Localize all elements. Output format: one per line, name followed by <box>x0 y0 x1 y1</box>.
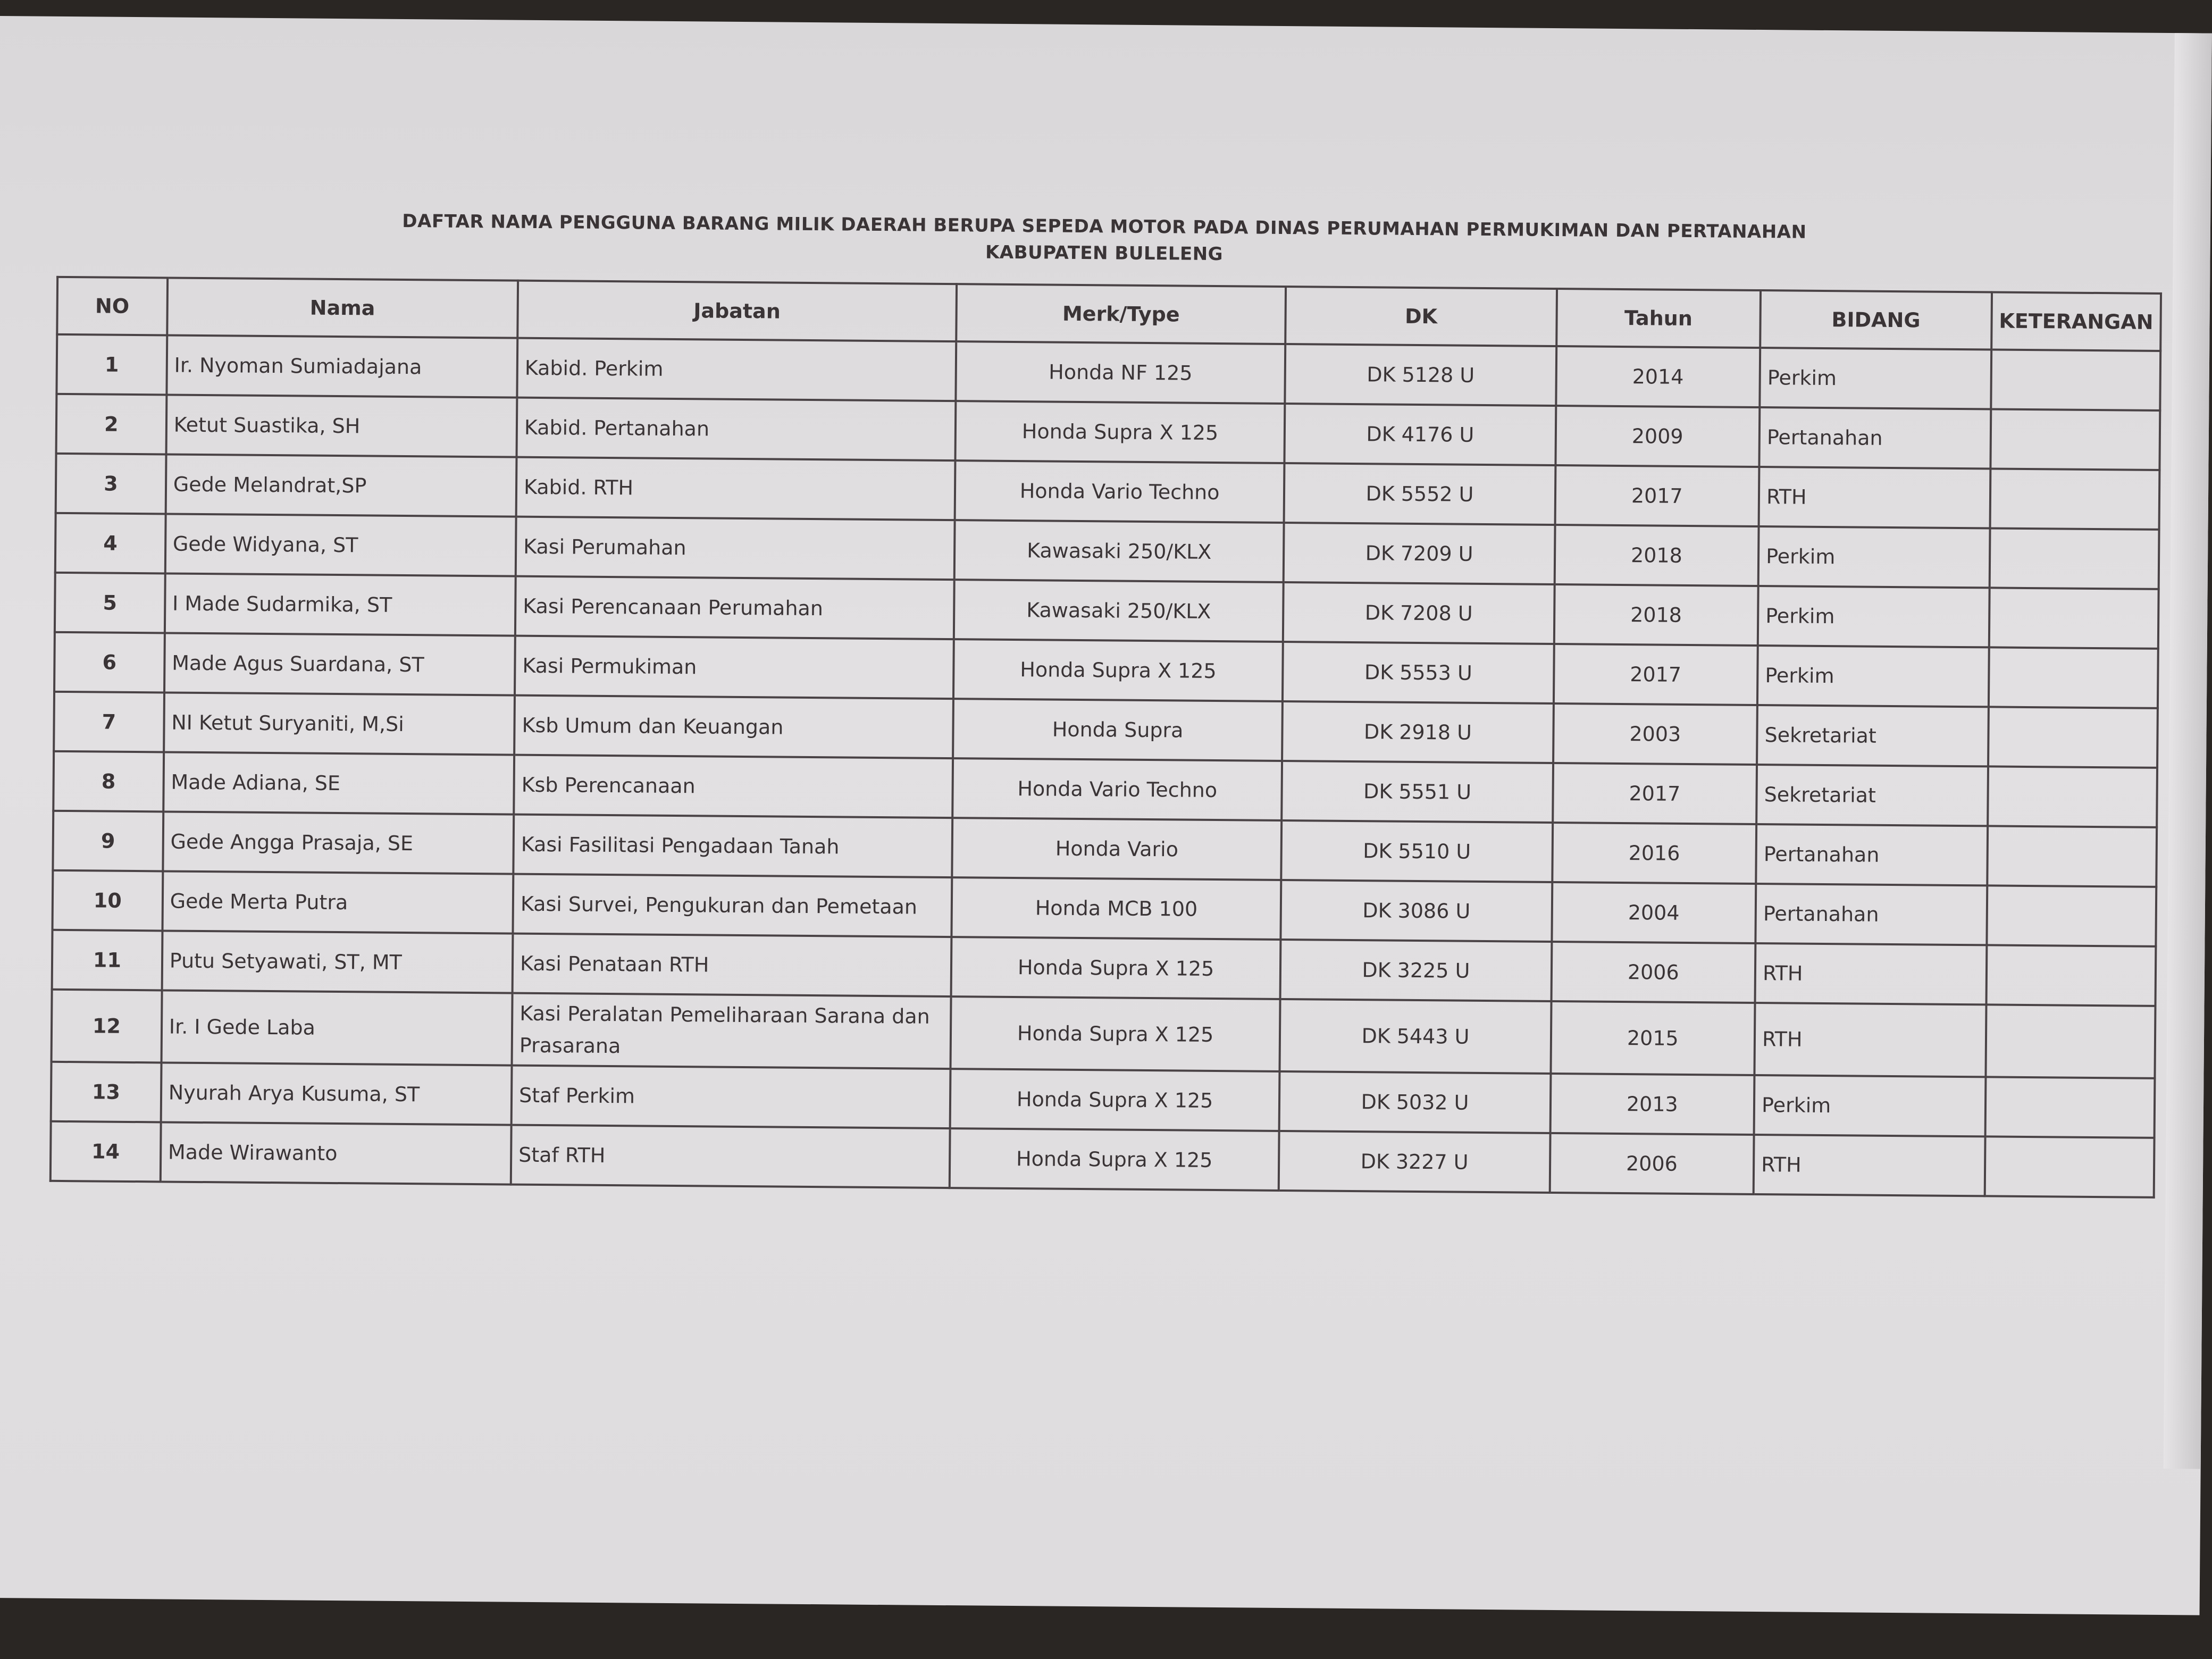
cell-bidang: RTH <box>1759 467 1991 528</box>
cell-jabatan: Kabid. Pertanahan <box>517 398 956 460</box>
cell-keterangan <box>1987 885 2156 946</box>
header-nama: Nama <box>167 278 518 338</box>
cell-jabatan: Kasi Perumahan <box>516 517 955 580</box>
document-title: DAFTAR NAMA PENGGUNA BARANG MILIK DAERAH BERUPA SEPEDA MOTOR PADA DINAS PERUMAHAN PERMUKIMAN DAN PERTANAHAN <box>402 210 1807 243</box>
cell-merk-type: Honda Supra X 125 <box>950 1069 1279 1131</box>
cell-dk: DK 5443 U <box>1280 999 1551 1074</box>
cell-nama: Made Agus Suardana, ST <box>164 633 515 695</box>
cell-keterangan <box>1988 766 2157 827</box>
cell-tahun: 2014 <box>1556 346 1760 407</box>
header-dk: DK <box>1286 287 1557 346</box>
cell-keterangan <box>1987 826 2157 886</box>
cell-nama: Nyurah Arya Kusuma, ST <box>161 1062 512 1125</box>
cell-dk: DK 3225 U <box>1280 940 1552 1001</box>
cell-merk-type: Honda Vario Techno <box>952 758 1282 820</box>
cell-bidang: Pertanahan <box>1756 824 1988 885</box>
cell-jabatan: Kasi Survei, Pengukuran dan Pemetaan <box>513 874 952 937</box>
cell-keterangan <box>1989 588 2159 648</box>
cell-nama: Gede Merta Putra <box>162 871 513 933</box>
cell-merk-type: Honda MCB 100 <box>951 877 1281 940</box>
cell-merk-type: Honda Supra X 125 <box>955 401 1285 463</box>
cell-bidang: Perkim <box>1759 348 1991 409</box>
cell-nama: NI Ketut Suryaniti, M,Si <box>164 692 515 755</box>
cell-no: 9 <box>53 811 163 872</box>
cell-bidang: Sekretariat <box>1756 765 1988 826</box>
cell-merk-type: Honda Supra X 125 <box>953 639 1283 701</box>
cell-no: 11 <box>52 930 163 991</box>
cell-nama: Ketut Suastika, SH <box>166 395 517 457</box>
cell-dk: DK 4176 U <box>1285 404 1556 465</box>
cell-keterangan <box>1989 647 2158 708</box>
cell-jabatan: Staf Perkim <box>512 1066 951 1128</box>
header-bidang: BIDANG <box>1760 290 1991 349</box>
cell-dk: DK 3227 U <box>1279 1131 1550 1193</box>
cell-bidang: Perkim <box>1758 526 1990 588</box>
cell-keterangan <box>1985 1077 2155 1137</box>
cell-keterangan <box>1989 528 2159 589</box>
cell-tahun: 2018 <box>1554 525 1758 586</box>
cell-no: 7 <box>54 692 164 752</box>
cell-dk: DK 5551 U <box>1282 761 1553 823</box>
header-tahun: Tahun <box>1556 289 1761 348</box>
cell-dk: DK 2918 U <box>1282 701 1553 763</box>
cell-keterangan <box>1986 945 2156 1006</box>
cell-no: 1 <box>56 334 167 395</box>
cell-bidang: RTH <box>1755 1003 1987 1077</box>
cell-no: 13 <box>51 1062 162 1122</box>
cell-no: 6 <box>54 632 165 693</box>
cell-dk: DK 5510 U <box>1281 820 1553 882</box>
cell-nama: Ir. Nyoman Sumiadajana <box>166 335 517 397</box>
cell-tahun: 2017 <box>1555 465 1759 526</box>
vehicle-user-table <box>49 276 2162 1199</box>
cell-tahun: 2004 <box>1552 882 1756 943</box>
paper-sheet <box>0 16 2212 1615</box>
cell-bidang: Perkim <box>1758 586 1990 647</box>
cell-merk-type: Honda Vario Techno <box>954 460 1284 523</box>
cell-bidang: RTH <box>1754 1135 1985 1196</box>
cell-bidang: Perkim <box>1754 1075 1986 1136</box>
cell-keterangan <box>1990 468 2159 529</box>
cell-merk-type: Honda Supra X 125 <box>951 937 1280 999</box>
cell-tahun: 2017 <box>1553 763 1757 824</box>
cell-bidang: Pertanahan <box>1759 407 1991 468</box>
cell-tahun: 2006 <box>1551 942 1755 1003</box>
header-jabatan: Jabatan <box>517 281 957 341</box>
cell-dk: DK 3086 U <box>1281 880 1552 942</box>
header-keterangan: KETERANGAN <box>1991 292 2161 350</box>
cell-jabatan: Kabid. RTH <box>516 457 956 520</box>
cell-dk: DK 5552 U <box>1284 463 1555 525</box>
cell-tahun: 2009 <box>1555 406 1759 467</box>
cell-dk: DK 7209 U <box>1284 523 1555 584</box>
cell-dk: DK 5032 U <box>1279 1071 1551 1133</box>
cell-jabatan: Kasi Peralatan Pemeliharaan Sarana dan Prasarana <box>512 993 951 1069</box>
cell-dk: DK 5128 U <box>1285 344 1556 406</box>
cell-jabatan: Kasi Permukiman <box>515 636 954 699</box>
cell-merk-type: Honda Vario <box>952 818 1281 880</box>
cell-merk-type: Honda NF 125 <box>956 341 1285 404</box>
cell-keterangan <box>1984 1136 2154 1197</box>
cell-bidang: RTH <box>1755 943 1987 1004</box>
cell-jabatan: Ksb Perencanaan <box>514 755 953 818</box>
cell-tahun: 2017 <box>1553 644 1757 705</box>
cell-jabatan: Kabid. Perkim <box>517 338 956 401</box>
cell-nama: Gede Melandrat,SP <box>165 454 516 516</box>
cell-bidang: Sekretariat <box>1757 705 1989 766</box>
cell-no: 3 <box>56 454 166 514</box>
header-merk-type: Merk/Type <box>956 284 1286 344</box>
cell-no: 4 <box>55 513 166 574</box>
cell-jabatan: Kasi Penataan RTH <box>513 934 952 996</box>
cell-no: 10 <box>53 870 163 931</box>
cell-tahun: 2018 <box>1554 584 1758 646</box>
cell-no: 12 <box>52 990 162 1063</box>
cell-merk-type: Honda Supra <box>953 699 1283 761</box>
cell-no: 14 <box>51 1121 161 1182</box>
cell-nama: Putu Setyawati, ST, MT <box>162 931 513 993</box>
cell-tahun: 2006 <box>1549 1133 1754 1194</box>
cell-dk: DK 5553 U <box>1283 642 1554 703</box>
cell-keterangan <box>1988 707 2158 767</box>
cell-keterangan <box>1985 1004 2155 1078</box>
cell-tahun: 2003 <box>1553 703 1757 765</box>
cell-nama: Gede Angga Prasaja, SE <box>163 811 514 874</box>
cell-no: 5 <box>55 573 165 633</box>
header-no: NO <box>57 277 167 336</box>
cell-jabatan: Staf RTH <box>511 1125 950 1188</box>
cell-merk-type: Kawasaki 250/KLX <box>954 580 1284 642</box>
cell-jabatan: Kasi Fasilitasi Pengadaan Tanah <box>513 815 952 877</box>
cell-nama: Gede Widyana, ST <box>165 514 516 576</box>
cell-merk-type: Honda Supra X 125 <box>950 1128 1279 1191</box>
cell-merk-type: Honda Supra X 125 <box>950 996 1280 1071</box>
cell-nama: Ir. I Gede Laba <box>161 990 512 1065</box>
cell-nama: Made Adiana, SE <box>163 752 514 814</box>
cell-no: 8 <box>53 751 164 812</box>
paper-edge <box>2164 33 2212 1469</box>
cell-keterangan <box>1990 409 2160 470</box>
cell-nama: Made Wirawanto <box>161 1122 512 1184</box>
cell-tahun: 2015 <box>1551 1001 1755 1075</box>
cell-no: 2 <box>56 394 167 455</box>
cell-tahun: 2013 <box>1550 1074 1754 1135</box>
cell-jabatan: Kasi Perencanaan Perumahan <box>515 576 954 639</box>
cell-bidang: Pertanahan <box>1755 884 1987 945</box>
document-subtitle: KABUPATEN BULELENG <box>985 241 1224 265</box>
cell-nama: I Made Sudarmika, ST <box>165 573 516 635</box>
cell-merk-type: Kawasaki 250/KLX <box>954 520 1284 582</box>
cell-jabatan: Ksb Umum dan Keuangan <box>514 696 953 758</box>
cell-dk: DK 7208 U <box>1283 582 1554 644</box>
cell-bidang: Perkim <box>1757 646 1989 707</box>
cell-tahun: 2016 <box>1552 823 1756 884</box>
cell-keterangan <box>1991 349 2160 410</box>
